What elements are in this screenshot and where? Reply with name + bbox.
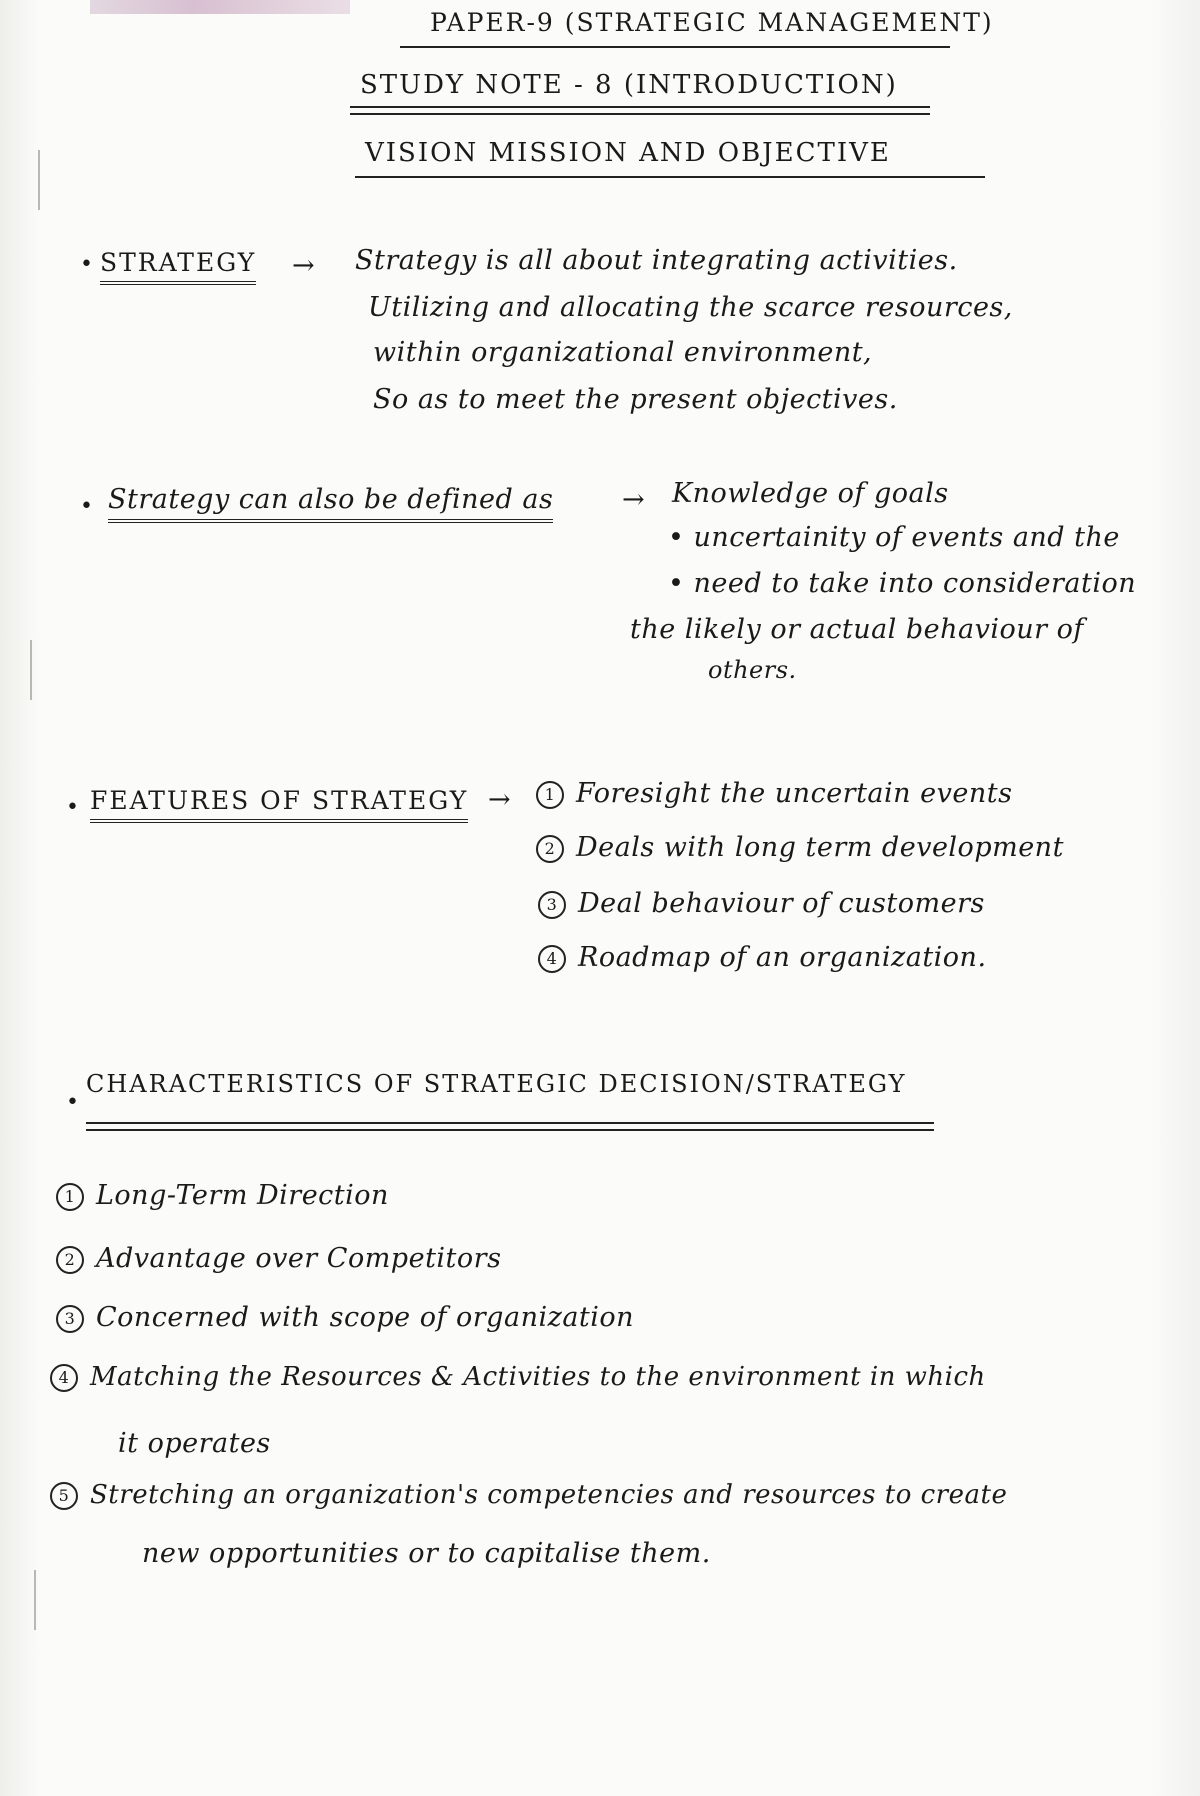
strategy-line: within organizational environment,: [373, 337, 873, 368]
number-1-icon: 1: [56, 1183, 84, 1211]
feature-text: Deal behaviour of customers: [578, 888, 985, 919]
paper-title: PAPER-9 (STRATEGIC MANAGEMENT): [430, 8, 994, 37]
characteristic-item: [56, 1180, 389, 1211]
characteristics-underline: [86, 1122, 934, 1124]
number-1-icon: 1: [536, 781, 564, 809]
feature-item: [538, 888, 985, 919]
bullet: •: [66, 1090, 79, 1115]
strategy-term: STRATEGY: [100, 248, 256, 285]
characteristic-item: [50, 1362, 986, 1392]
characteristics-underline-2: [86, 1129, 934, 1131]
number-2-icon: 2: [536, 835, 564, 863]
number-3-icon: 3: [538, 891, 566, 919]
arrow-icon: →: [292, 250, 316, 281]
characteristic-text: Long-Term Direction: [96, 1180, 389, 1211]
characteristic-continuation: it operates: [118, 1428, 271, 1459]
study-note-title: STUDY NOTE - 8 (INTRODUCTION): [360, 70, 898, 100]
number-5-icon: 5: [50, 1482, 78, 1510]
feature-text: Roadmap of an organization.: [578, 942, 987, 973]
arrow-icon: →: [488, 784, 512, 815]
bullet: •: [668, 568, 694, 599]
characteristic-text: Matching the Resources & Activities to the environment in which: [90, 1362, 986, 1392]
defined-line: [668, 522, 1120, 553]
characteristic-text: Advantage over Competitors: [96, 1243, 502, 1274]
margin-mark: [38, 150, 40, 210]
defined-line-text: need to take into consideration: [693, 568, 1137, 599]
bullet: •: [66, 795, 79, 820]
bullet: •: [668, 522, 694, 553]
defined-line: the likely or actual behaviour of: [630, 614, 1084, 645]
characteristic-item: [56, 1243, 501, 1274]
feature-item: [536, 832, 1064, 863]
characteristic-text: Concerned with scope of organization: [96, 1302, 635, 1333]
number-2-icon: 2: [56, 1246, 84, 1274]
characteristic-continuation: new opportunities or to capitalise them.: [142, 1538, 711, 1569]
topic-title: VISION MISSION AND OBJECTIVE: [365, 138, 891, 168]
strategy-line: So as to meet the present objectives.: [373, 384, 898, 415]
defined-line-text: uncertainity of events and the: [693, 522, 1120, 553]
strategy-line: Strategy is all about integrating activities.: [355, 245, 958, 276]
defined-line: Knowledge of goals: [672, 478, 949, 509]
feature-item: [538, 942, 987, 973]
feature-text: Deals with long term development: [576, 832, 1064, 863]
number-3-icon: 3: [56, 1305, 84, 1333]
defined-term: Strategy can also be defined as: [108, 484, 553, 523]
number-4-icon: 4: [538, 945, 566, 973]
feature-text: Foresight the uncertain events: [576, 778, 1013, 809]
bullet: •: [80, 252, 93, 277]
topic-underline: [355, 176, 985, 178]
study-note-underline: [350, 106, 930, 108]
bullet: •: [80, 494, 93, 519]
number-4-icon: 4: [50, 1364, 78, 1392]
defined-line: others.: [708, 656, 797, 684]
characteristic-item: [56, 1302, 634, 1333]
paper-title-underline: [400, 46, 950, 48]
feature-item: [536, 778, 1012, 809]
features-term: FEATURES OF STRATEGY: [90, 786, 468, 823]
margin-mark: [30, 640, 32, 700]
characteristic-item: [50, 1480, 1007, 1510]
defined-line: [668, 568, 1136, 599]
margin-mark: [34, 1570, 36, 1630]
torn-top-edge: [90, 0, 350, 14]
characteristic-text: Stretching an organization's competencies and resources to create: [90, 1480, 1008, 1510]
arrow-icon: →: [622, 484, 646, 515]
strategy-line: Utilizing and allocating the scarce resources,: [368, 292, 1013, 323]
characteristics-title: CHARACTERISTICS OF STRATEGIC DECISION/STRATEGY: [86, 1070, 907, 1098]
study-note-underline-2: [350, 113, 930, 115]
